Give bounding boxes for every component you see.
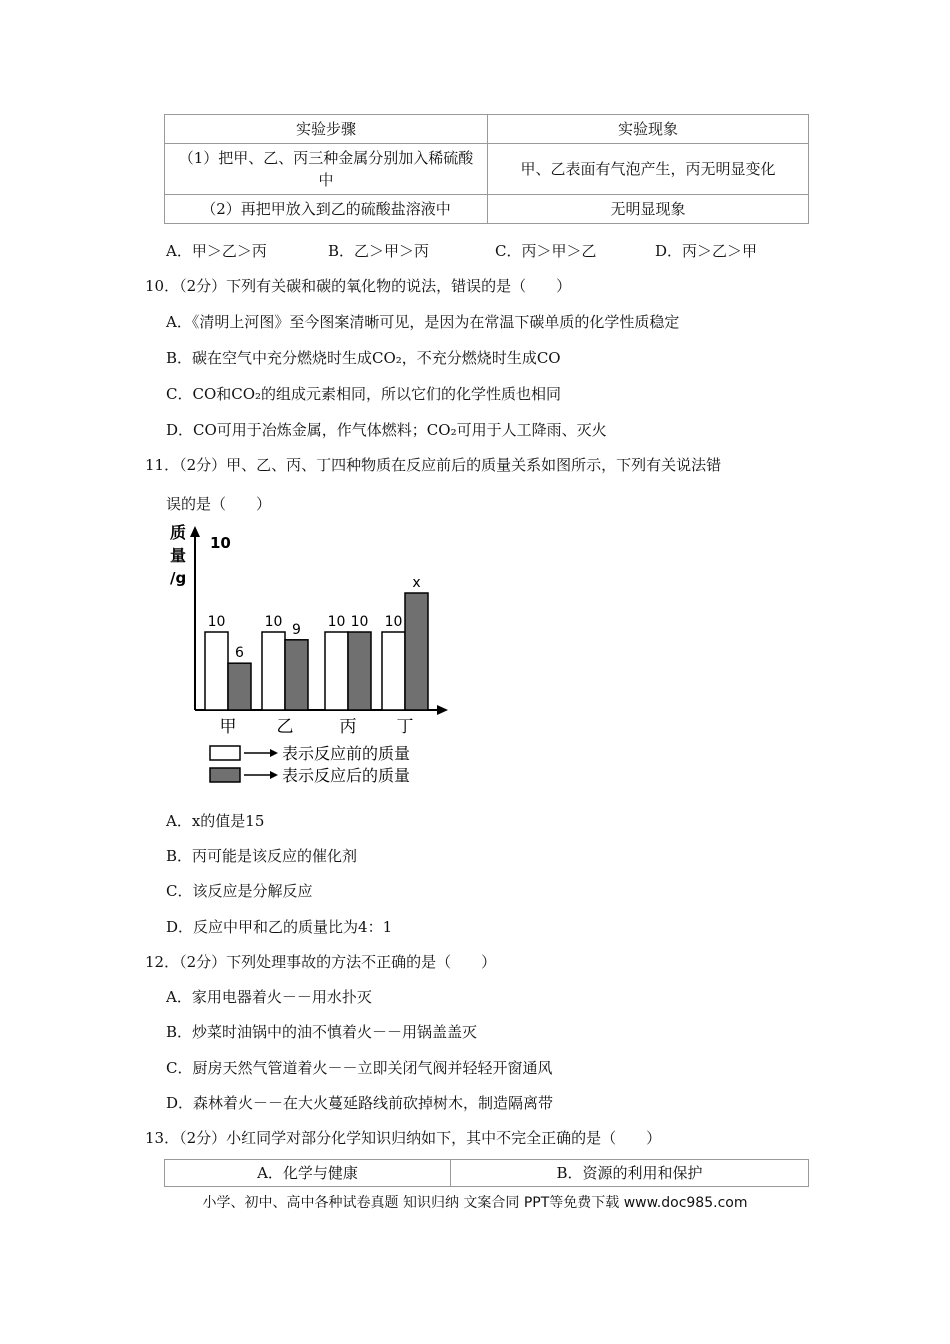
q12-option-a[interactable]: A．家用电器着火－－用水扑灭	[166, 988, 372, 1006]
q9-option-b[interactable]: B．乙＞甲＞丙	[328, 242, 430, 260]
q10-option-d[interactable]: D．CO可用于冶炼金属，作气体燃料；CO₂可用于人工降雨、灭火	[166, 421, 607, 439]
bar-value-label: 6	[235, 645, 244, 662]
bar-value-label: 10	[264, 614, 283, 630]
q12-option-c[interactable]: C．厨房天然气管道着火－－立即关闭气阀并轻轻开窗通风	[166, 1059, 553, 1077]
x-tick-label: 乙	[276, 717, 294, 737]
table-header-cell: 实验步骤	[165, 115, 488, 144]
bar-value-label: 10	[207, 614, 226, 630]
bar-after-丙	[348, 632, 371, 710]
q11-option-c[interactable]: C．该反应是分解反应	[166, 882, 313, 900]
y-axis-arrow	[190, 526, 200, 537]
legend-label: 表示反应前的质量	[282, 744, 411, 763]
q11-option-a[interactable]: A．x的值是15	[166, 812, 265, 830]
q11-stem-line2: 误的是（ ）	[166, 495, 272, 513]
bar-value-label: 10	[384, 614, 403, 630]
bar-before-甲	[205, 632, 228, 710]
q11-option-d[interactable]: D．反应中甲和乙的质量比为4：1	[166, 918, 393, 936]
legend-label: 表示反应后的质量	[282, 766, 411, 785]
q12-option-d[interactable]: D．森林着火－－在大火蔓延路线前砍掉树木，制造隔离带	[166, 1094, 554, 1112]
q9-option-d[interactable]: D．丙＞乙＞甲	[655, 242, 758, 260]
q10-option-a[interactable]: A．《清明上河图》至今图案清晰可见，是因为在常温下碳单质的化学性质稳定	[166, 313, 680, 331]
x-tick-label: 丁	[396, 717, 414, 737]
q13-header-b: B．资源的利用和保护	[451, 1160, 809, 1187]
legend-swatch	[210, 768, 240, 782]
table-cell: （1）把甲、乙、丙三种金属分别加入稀硫酸中	[165, 144, 488, 195]
y-axis-label-char: 质	[170, 523, 187, 542]
page-footer: 小学、初中、高中各种试卷真题 知识归纳 文案合同 PPT等免费下载 www.doc985.com	[202, 1195, 748, 1211]
q12-option-b[interactable]: B．炒菜时油锅中的油不慎着火－－用锅盖盖灭	[166, 1023, 478, 1041]
bar-before-丁	[382, 632, 405, 710]
q10-option-c[interactable]: C．CO和CO₂的组成元素相同，所以它们的化学性质也相同	[166, 385, 562, 403]
bar-before-乙	[262, 632, 285, 710]
q13-table	[164, 1159, 809, 1187]
legend-arrow-head	[270, 749, 278, 757]
x-tick-label: 甲	[219, 717, 237, 737]
bar-value-label: 10	[350, 614, 369, 630]
q10-stem: 10．（2分）下列有关碳和碳的氧化物的说法，错误的是（ ）	[145, 277, 572, 295]
q13-stem: 13．（2分）小红同学对部分化学知识归纳如下，其中不完全正确的是（ ）	[145, 1129, 662, 1147]
q9-option-a[interactable]: A．甲＞乙＞丙	[166, 242, 267, 260]
legend-arrow-head	[270, 771, 278, 779]
bar-value-label: 10	[327, 614, 346, 630]
y-axis-mark: 10	[210, 534, 231, 552]
bar-before-丙	[325, 632, 348, 710]
y-axis-label-char: /g	[170, 569, 187, 587]
table-cell: （2）再把甲放入到乙的硫酸盐溶液中	[165, 195, 488, 224]
q9-option-c[interactable]: C．丙＞甲＞乙	[495, 242, 597, 260]
bar-value-label: 9	[292, 621, 301, 638]
table-cell: 甲、乙表面有气泡产生，丙无明显变化	[488, 144, 809, 195]
bar-after-乙	[285, 640, 308, 710]
q11-option-b[interactable]: B．丙可能是该反应的催化剂	[166, 847, 358, 865]
mass-bar-chart	[160, 520, 460, 795]
bar-after-丁	[405, 593, 428, 710]
table-header-cell: 实验现象	[488, 115, 809, 144]
q13-header-a: A．化学与健康	[165, 1160, 451, 1187]
x-tick-label: 丙	[339, 717, 357, 737]
y-axis-label-char: 量	[170, 546, 187, 565]
q10-option-b[interactable]: B．碳在空气中充分燃烧时生成CO₂，不充分燃烧时生成CO	[166, 349, 561, 367]
experiment-table	[164, 114, 809, 224]
table-cell: 无明显现象	[488, 195, 809, 224]
bar-after-甲	[228, 663, 251, 710]
q12-stem: 12．（2分）下列处理事故的方法不正确的是（ ）	[145, 953, 497, 971]
q11-stem-line1: 11．（2分）甲、乙、丙、丁四种物质在反应前后的质量关系如图所示，下列有关说法错	[145, 456, 722, 474]
bar-value-label: x	[412, 575, 421, 591]
x-axis-arrow	[437, 705, 448, 715]
legend-swatch	[210, 746, 240, 760]
